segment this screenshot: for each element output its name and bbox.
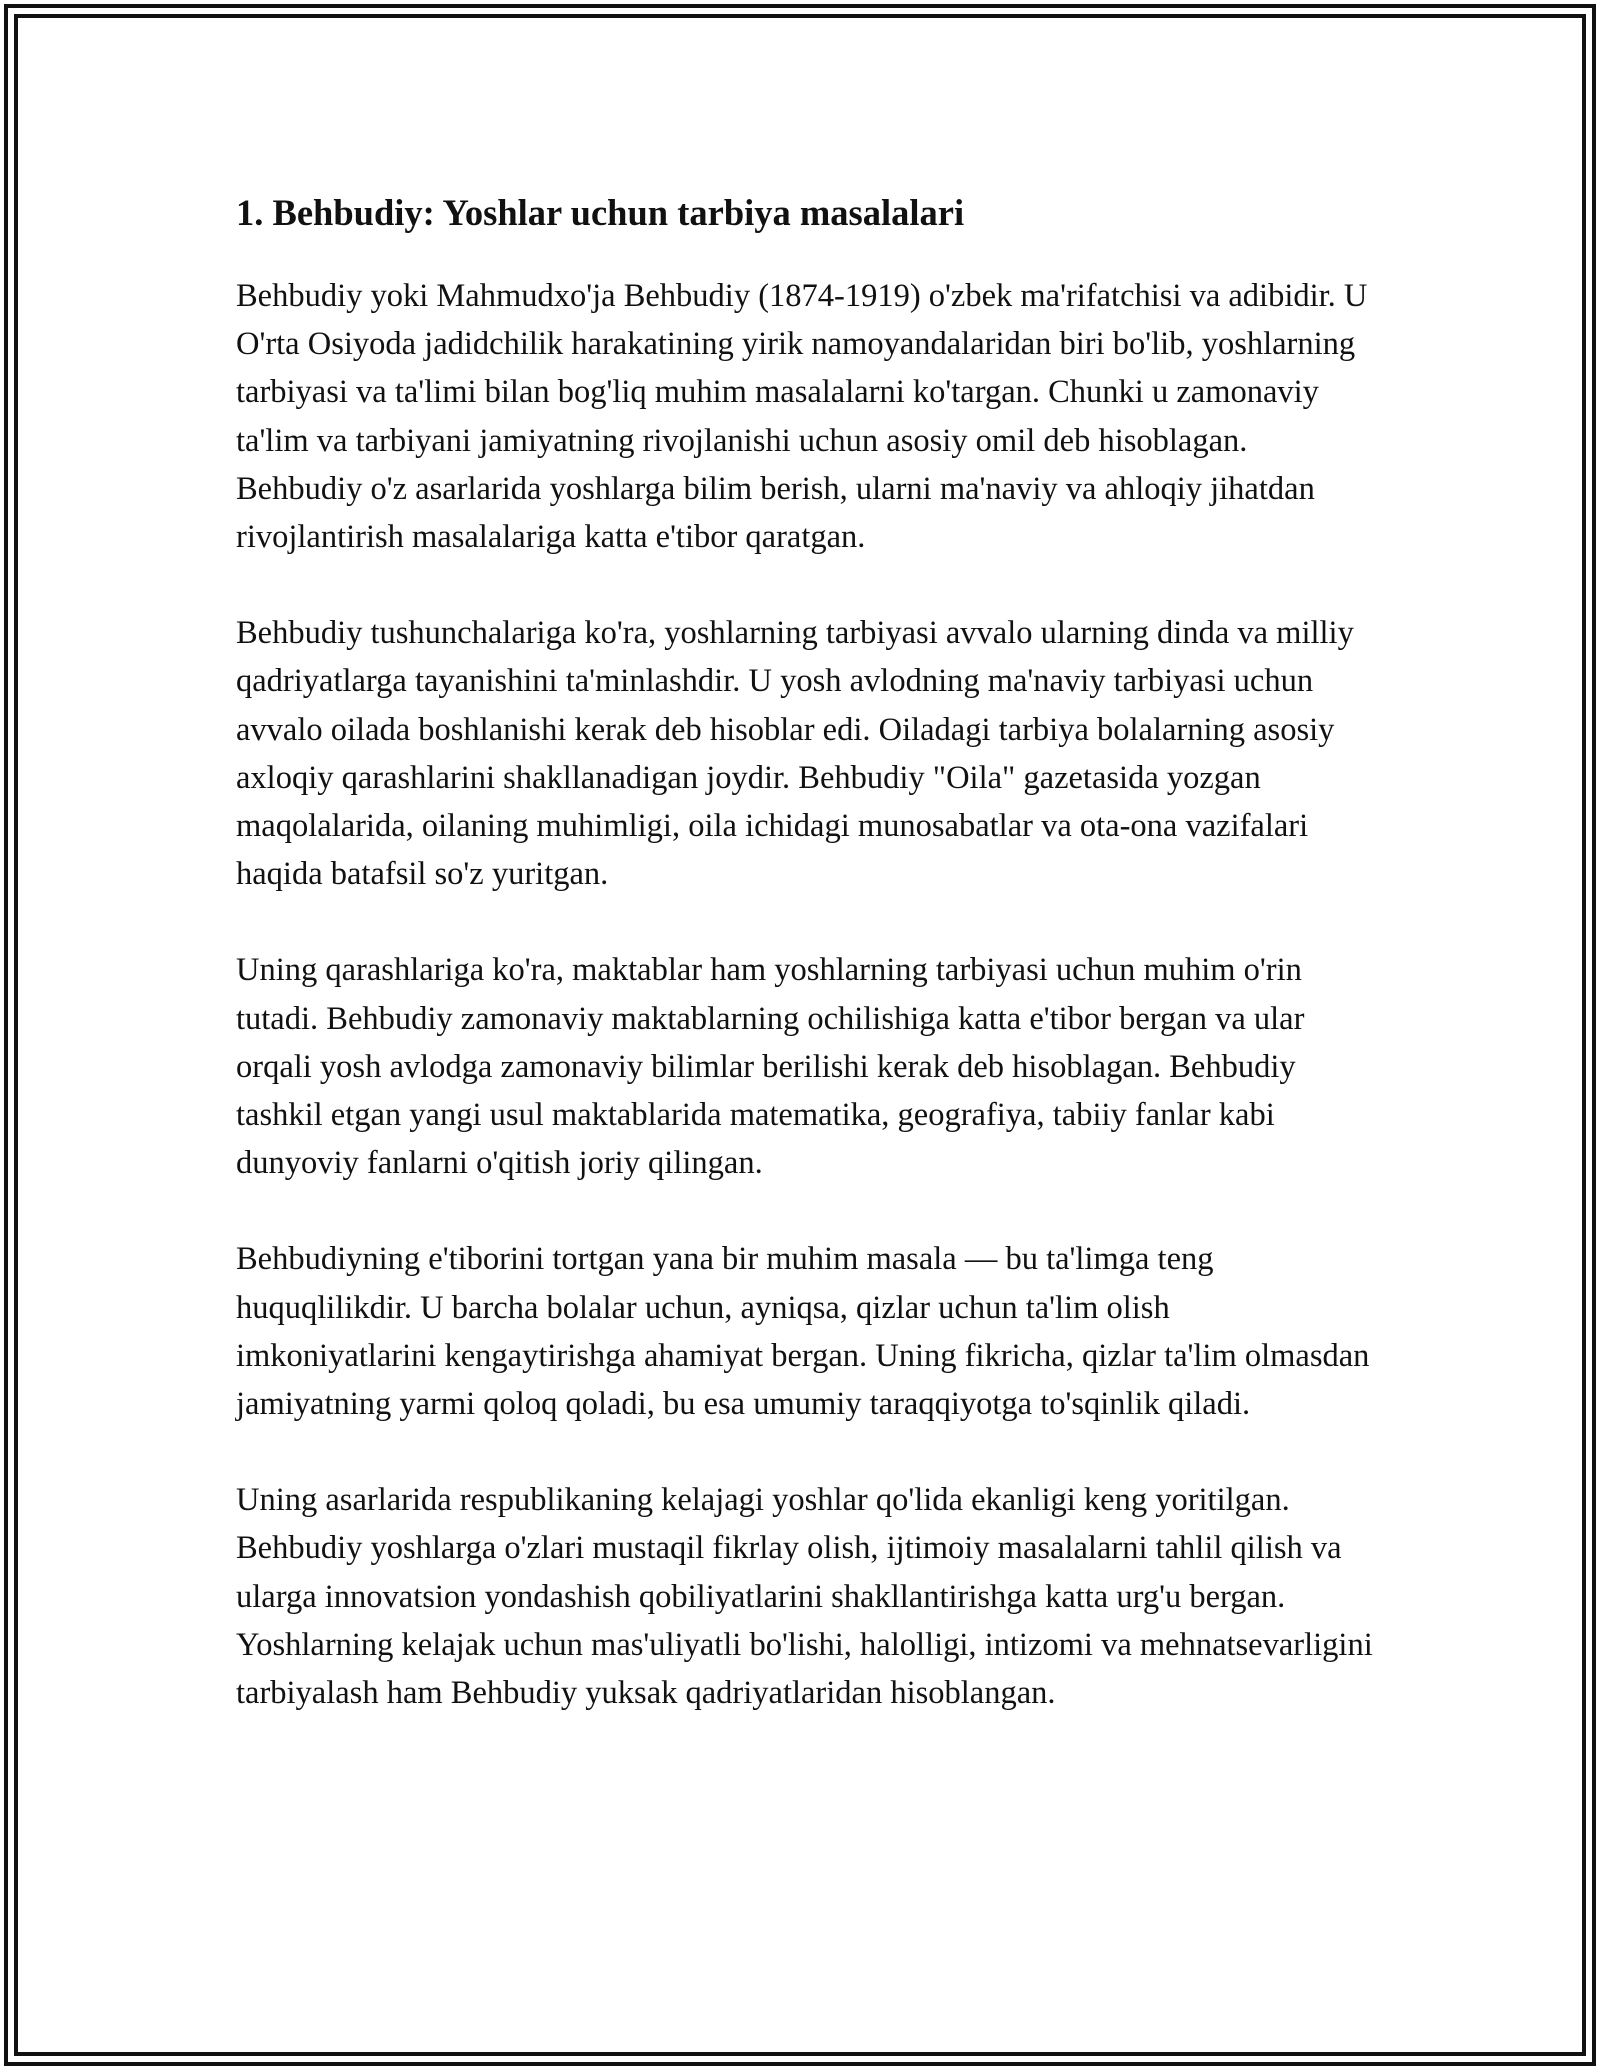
paragraph-2: Behbudiy tushunchalariga ko'ra, yoshlarning tarbiyasi avvalo ularning dinda va milliy qadriyatlarga tayanishini ta'minlashdir. U yosh avlodning ma'naviy tarbiyasi uchun avvalo oilada boshlanishi kerak deb hisoblar edi. Oiladagi tarbiya bolalarning asosiy axloqiy qarashlarini shakllanadigan joydir. Behbudiy "Oila" gazetasida yozgan maqolalarida, oilaning muhimligi, oila ichidagi munosabatlar va ota-ona vazifalari haqida batafsil so'z yuritgan. bbox=[236, 615, 1354, 893]
paragraph-4: Behbudiyning e'tiborini tortgan yana bir muhim masala — bu ta'limga teng huquqlilikdir. U barcha bolalar uchun, ayniqsa, qizlar uchun ta'lim olish imkoniyatlarini kengaytirishga ahamiyat bergan. Uning fikricha, qizlar ta'lim olmasdan jamiyatning yarmi qoloq qoladi, bu esa umumiy taraqqiyotga to'sqinlik qiladi. bbox=[236, 1241, 1370, 1423]
document-body bbox=[236, 188, 1376, 1765]
paragraph-3: Uning qarashlariga ko'ra, maktablar ham yoshlarning tarbiyasi uchun muhim o'rin tutadi. Behbudiy zamonaviy maktablarning ochilishiga katta e'tibor bergan va ular orqali yosh avlodga zamonaviy bilimlar berilishi kerak deb hisoblagan. Behbudiy tashkil etgan yangi usul maktablarida matematika, geografiya, tabiiy fanlar kabi dunyoviy fanlarni o'qitish joriy qilingan. bbox=[236, 952, 1305, 1182]
section-heading: 1. Behbudiy: Yoshlar uchun tarbiya masalalari bbox=[236, 192, 965, 233]
paragraph-5: Uning asarlarida respublikaning kelajagi yoshlar qo'lida ekanligi keng yoritilgan. Behbudiy yoshlarga o'zlari mustaqil fikrlay olish, ijtimoiy masalalarni tahlil qilish va ularga innovatsion yondashish qobiliyatlarini shakllantirishga katta urg'u bergan. Yoshlarning kelajak uchun mas'uliyatli bo'lishi, halolligi, intizomi va mehnatsevarligini tarbiyalash ham Behbudiy yuksak qadriyatlaridan hisoblangan. bbox=[236, 1482, 1373, 1712]
paragraph-1: Behbudiy yoki Mahmudxo'ja Behbudiy (1874-1919) o'zbek ma'rifatchisi va adibidir. U O'rta Osiyoda jadidchilik harakatining yirik namoyandalaridan biri bo'lib, yoshlarning tarbiyasi va ta'limi bilan bog'liq muhim masalalarni ko'targan. Chunki u zamonaviy ta'lim va tarbiyani jamiyatning rivojlanishi uchun asosiy omil deb hisoblagan. Behbudiy o'z asarlarida yoshlarga bilim berish, ularni ma'naviy va ahloqiy jihatdan rivojlantirish masalalariga katta e'tibor qaratgan. bbox=[236, 278, 1368, 556]
